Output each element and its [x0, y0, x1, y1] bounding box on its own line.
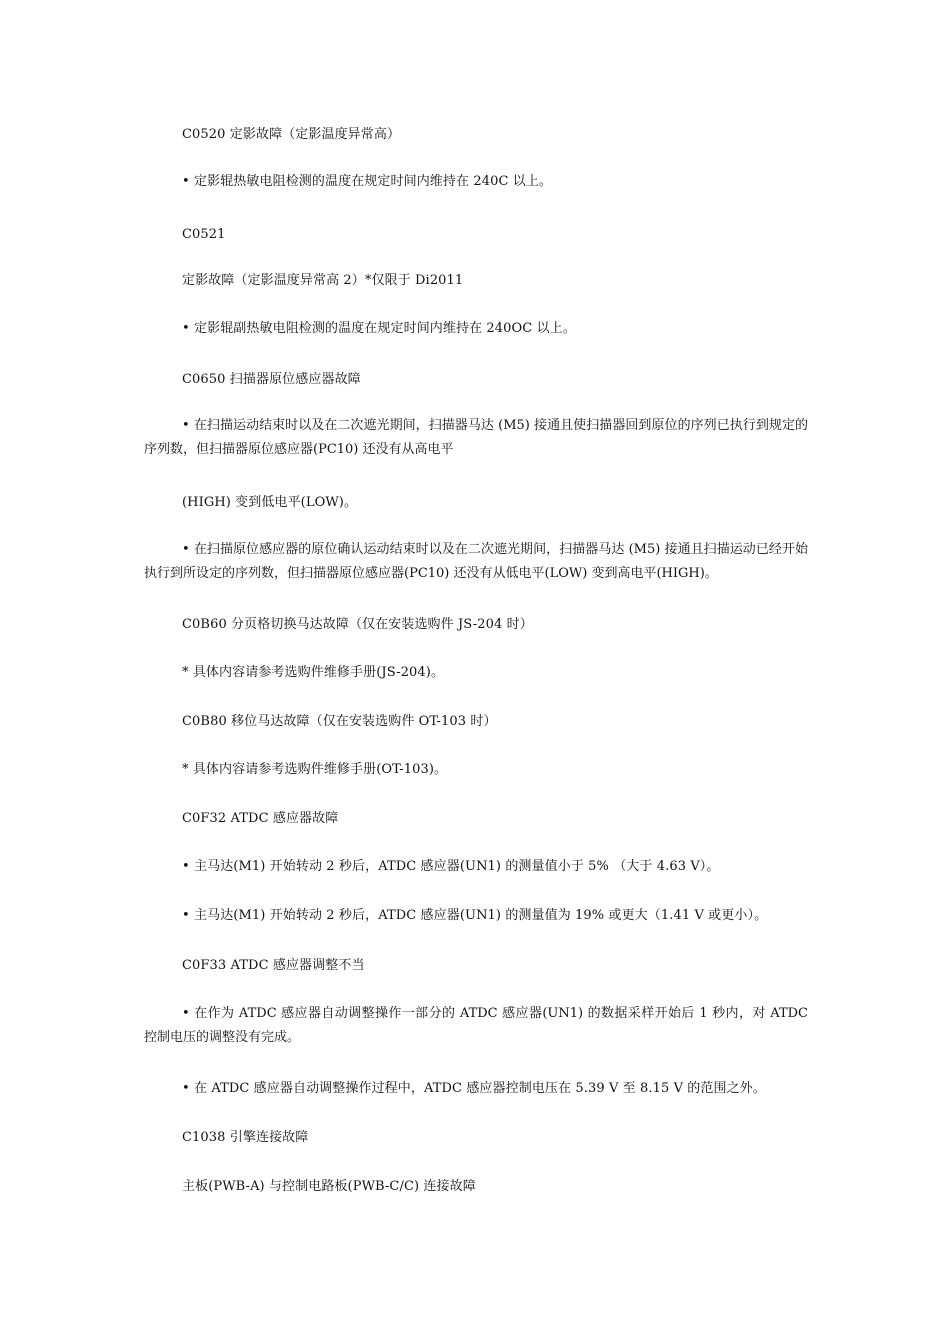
c0520-description: • 定影辊热敏电阻检测的温度在规定时间内维持在 240C 以上。 — [182, 174, 553, 189]
code-c0b80-heading: C0B80 移位马达故障（仅在安装选购件 OT-103 时） — [182, 714, 497, 729]
c0521-title: 定影故障（定影温度异常高 2）*仅限于 Di2011 — [182, 273, 464, 288]
c0f32-description-1: • 主马达(M1) 开始转动 2 秒后，ATDC 感应器(UN1) 的测量值小于 5% （大于 4.63 V）。 — [182, 859, 720, 874]
c0f33-description-1: • 在作为 ATDC 感应器自动调整操作一部分的 ATDC 感应器(UN1) 的数据采样开始后 1 秒内，对 ATDC 控制电压的调整没有完成。 — [144, 1006, 808, 1045]
c0b60-note: * 具体内容请参考选购件维修手册(JS-204)。 — [182, 665, 445, 680]
c0b80-note: * 具体内容请参考选购件维修手册(OT-103)。 — [182, 762, 448, 777]
c0f32-description-2: • 主马达(M1) 开始转动 2 秒后，ATDC 感应器(UN1) 的测量值为 19% 或更大（1.41 V 或更小）。 — [182, 908, 768, 923]
c0f33-description-2: • 在 ATDC 感应器自动调整操作过程中，ATDC 感应器控制电压在 5.39 V 至 8.15 V 的范围之外。 — [182, 1081, 766, 1096]
code-c0f32-heading: C0F32 ATDC 感应器故障 — [182, 811, 339, 826]
code-c0650-heading: C0650 扫描器原位感应器故障 — [182, 372, 361, 387]
code-c0f33-heading: C0F33 ATDC 感应器调整不当 — [182, 958, 365, 973]
c0650-description-1: • 在扫描运动结束时以及在二次遮光期间，扫描器马达 (M5) 接通且使扫描器回到原位的序列已执行到规定的序列数，但扫描器原位感应器(PC10) 还没有从高电平 — [144, 418, 808, 457]
code-c0520-heading: C0520 定影故障（定影温度异常高） — [182, 127, 401, 142]
code-c0521-heading: C0521 — [182, 227, 226, 242]
code-c0b60-heading: C0B60 分页格切换马达故障（仅在安装选购件 JS-204 时） — [182, 617, 533, 632]
c0650-description-1-continued: (HIGH) 变到低电平(LOW)。 — [182, 495, 358, 510]
c0521-description: • 定影辊副热敏电阻检测的温度在规定时间内维持在 240OC 以上。 — [182, 321, 576, 336]
c1038-description: 主板(PWB-A) 与控制电路板(PWB-C/C) 连接故障 — [182, 1179, 476, 1194]
code-c1038-heading: C1038 引擎连接故障 — [182, 1130, 309, 1145]
c0650-description-2: • 在扫描原位感应器的原位确认运动结束时以及在二次遮光期间，扫描器马达 (M5) 接通且扫描运动已经开始执行到所设定的序列数，但扫描器原位感应器(PC10) 还没有从低电平(LOW) 变到高电平(HIGH)。 — [144, 542, 808, 581]
